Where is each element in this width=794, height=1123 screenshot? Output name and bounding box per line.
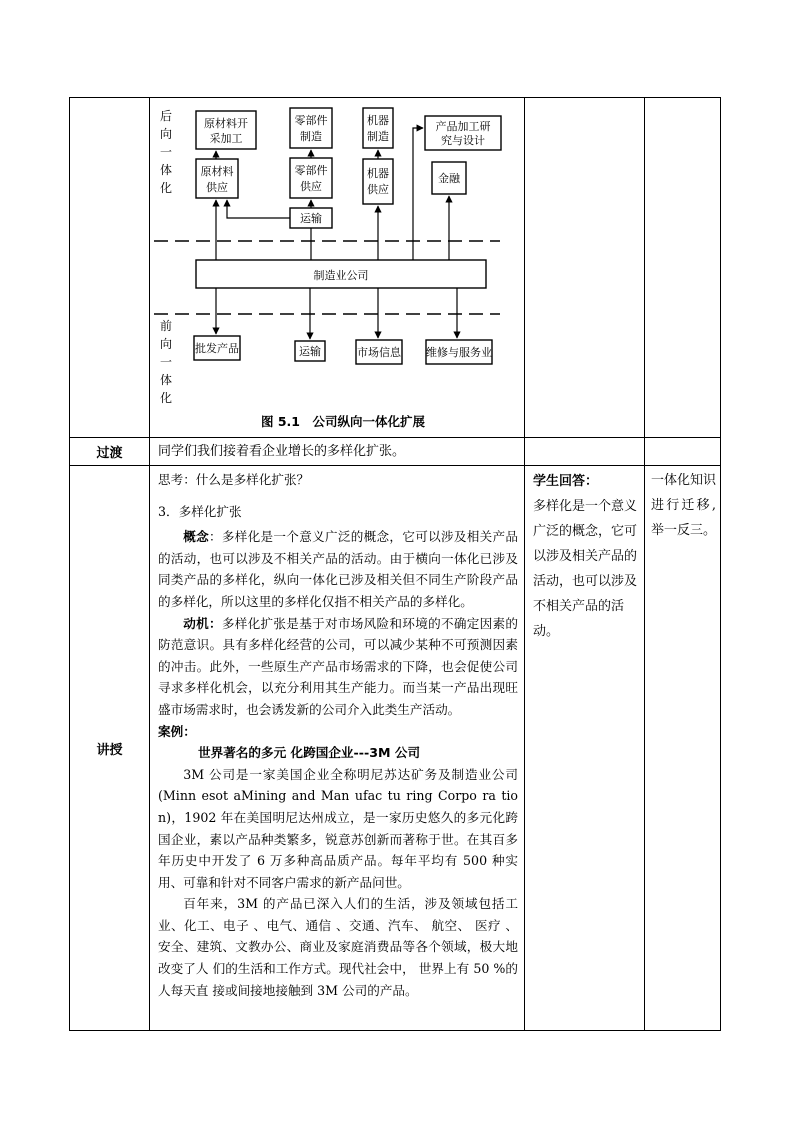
machine-supply-line2: 供应 — [367, 183, 389, 196]
forward-label-char: 体 — [159, 373, 173, 387]
concept-paragraph — [158, 526, 518, 612]
machine-supply-box — [363, 159, 393, 204]
parts-supply-line2: 供应 — [300, 180, 322, 193]
backward-label-char: 一 — [159, 145, 173, 159]
raw-material-mining-line2: 采加工 — [209, 132, 243, 145]
backward-label-char: 向 — [159, 127, 173, 141]
think-question: 思考：什么是多样化扩张？ — [158, 472, 310, 487]
transition-text: 同学们我们接着看企业增长的多样化扩张。 — [158, 444, 406, 459]
diagram-note-cell — [645, 98, 721, 438]
teaching-note-text: 一体化知识进行迁移,举一反三。 — [651, 473, 717, 538]
concept-label: 概念 — [183, 529, 209, 545]
diagram-label-cell — [70, 98, 150, 438]
transition-student-cell — [525, 438, 645, 466]
transition-content-cell — [150, 438, 525, 466]
transport-top-label: 运输 — [300, 212, 322, 225]
raw-material-supply-line1: 原材料 — [200, 165, 234, 178]
raw-material-mining-line1: 原材料开 — [204, 117, 248, 130]
motive-paragraph — [158, 613, 518, 721]
product-research-line1: 产品加工研 — [435, 120, 491, 133]
forward-label-char: 向 — [159, 337, 173, 351]
machine-manufacturing-line1: 机器 — [367, 114, 389, 127]
parts-manufacturing-line2: 制造 — [300, 130, 322, 143]
raw-material-supply-line2: 供应 — [206, 181, 228, 194]
backward-label-char: 体 — [159, 163, 173, 177]
figure-caption: 图 5.1 公司纵向一体化扩展 — [261, 414, 425, 429]
section-heading: 3．多样化扩张 — [158, 503, 242, 519]
maintenance-service-label: 维修与服务业 — [426, 346, 492, 359]
parts-manufacturing-line1: 零部件 — [294, 114, 328, 127]
diagram-row — [70, 98, 721, 438]
lecture-label: 讲授 — [70, 466, 150, 1031]
arrow — [227, 200, 290, 218]
wholesale-label: 批发产品 — [195, 342, 239, 355]
student-answer — [525, 466, 644, 644]
transition-label: 过渡 — [70, 438, 150, 466]
lesson-plan-table — [69, 97, 721, 1031]
case-paragraph-1: 3M 公司是一家美国企业全称明尼苏达矿务及制造业公司(Minn esot aMining and Man ufac tu ring Corpo ra tio n)，1902 年在美国明尼达州成立，是一家历史悠久的多元化跨国企业，素以产品种类繁多，锐意苏创新而著称于世。在其百多年历史中开发了 6 万多种高品质产品。每年平均有 500 种实用、可靠和针对不同客户需求的新产品问世。 — [158, 766, 518, 890]
case-label: 案例： — [158, 723, 196, 739]
teaching-note-cell — [645, 466, 721, 1031]
motive-text: 多样化扩张是基于对市场风险和环境的不确定因素的防范意识。具有多样化经营的公司，可以减少某种不可预测因素的冲击。此外，一些原生产产品市场需求的下降，也会促使公司寻求多样化机会，以充分利用其生产能力。而当某一产品出现旺盛市场需求时，也会诱发新的公司介入此类生产活动。 — [158, 615, 519, 717]
backward-label-char: 后 — [159, 109, 173, 123]
vertical-integration-diagram — [150, 98, 524, 433]
diagram-cell — [150, 98, 525, 438]
lecture-row — [70, 466, 721, 1031]
case-paragraph-2: 百年来，3M 的产品已深入人们的生活，涉及领域包括工业、化工、电子 、电气、通信 、交通、汽车、 航空、 医疗 、安全、建筑、文教办公、商业及家庭消费品等各个领域，极大地改变了人 们的生活和工作方式。现代社会中， 世界上有 50 %的人每天直 接或间接地接触到 3M 公司的产品。 — [158, 896, 518, 998]
machine-supply-line1: 机器 — [367, 167, 389, 180]
concept-text: ：多样化是一个意义广泛的概念，它可以涉及相关产品的活动，也可以涉及不相关产品的活动。由于横向一体化已涉及同类产品的多样化，纵向一体化已涉及相关但不同生产阶段产品的多样化，所以这里的多样化仅指不相关产品的多样化。 — [158, 529, 519, 609]
forward-label-char: 化 — [159, 391, 173, 405]
student-answer-cell — [525, 466, 645, 1031]
forward-label-char: 一 — [159, 355, 173, 369]
transition-row — [70, 438, 721, 466]
manufacturer-label: 制造业公司 — [313, 269, 369, 282]
forward-label-char: 前 — [159, 319, 173, 333]
machine-manufacturing-line2: 制造 — [367, 130, 389, 143]
finance-label: 金融 — [438, 172, 460, 185]
diagram-student-cell — [525, 98, 645, 438]
product-research-line2: 究与设计 — [441, 134, 485, 147]
student-answer-label: 学生回答： — [533, 474, 599, 489]
parts-supply-line1: 零部件 — [294, 164, 328, 177]
motive-label: 动机： — [183, 615, 222, 631]
lecture-content-cell — [150, 466, 525, 1031]
transition-note-cell — [645, 438, 721, 466]
market-info-label: 市场信息 — [357, 346, 401, 359]
student-answer-text: 多样化是一个意义广泛的概念，它可以涉及相关产品的活动，也可以涉及不相关产品的活动。 — [533, 499, 638, 639]
lecture-content — [150, 466, 524, 1001]
transport-bottom-label: 运输 — [299, 345, 321, 358]
case-title: 世界著名的多元 化跨国企业---3M 公司 — [198, 745, 421, 761]
backward-label-char: 化 — [159, 181, 173, 195]
